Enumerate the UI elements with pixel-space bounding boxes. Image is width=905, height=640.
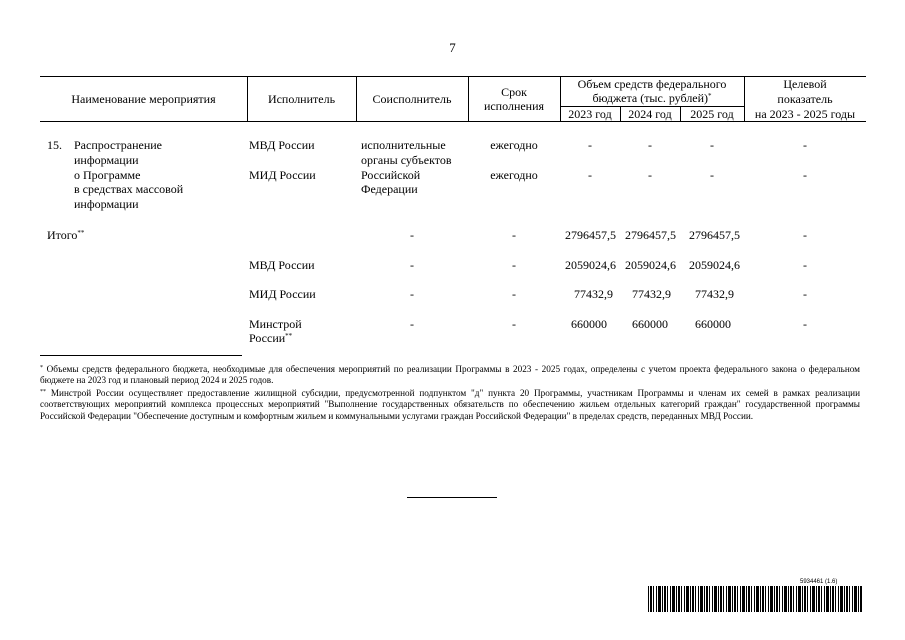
value-2024: - [648,138,652,152]
value-2025: 660000 [695,317,731,331]
value-2023: - [588,168,592,182]
footnote-ref: ** [285,332,293,340]
table-header-bottom-rule [40,121,866,122]
executor-cell-line2 [249,332,292,345]
value-2024: 2796457,5 [625,228,676,242]
barcode-number: 5934461 (1.6) [800,579,838,585]
header-target-line3: на 2023 - 2025 годы [754,107,856,121]
footnote-1 [40,364,860,387]
header-budget-line2-text: бюджета (тыс. рублей) [592,91,709,105]
coexecutor-line: Федерации [361,182,418,196]
executor-cell: МИД России [249,168,316,182]
executor-cell-line: Минстрой [249,317,302,331]
term-cell: - [512,228,516,242]
footnote-separator [40,355,242,356]
item-name-line: информации [74,153,139,167]
value-2023: 660000 [571,317,607,331]
value-2024: - [648,168,652,182]
coexecutor-cell: - [410,287,414,301]
total-label-text: Итого [47,228,78,242]
value-2023: 2796457,5 [565,228,616,242]
target-cell: - [803,287,807,301]
target-cell: - [803,317,807,331]
target-cell: - [803,138,807,152]
total-label [47,229,84,242]
item-name-line: о Программе [74,168,141,182]
value-2025: 2059024,6 [689,258,740,272]
item-name-line: в средствах массовой [74,182,184,196]
coexecutor-cell: - [410,317,414,331]
coexecutor-cell: - [410,258,414,272]
header-term-line1: Срок [501,85,527,99]
footnote-ref: ** [77,229,85,237]
header-name: Наименование мероприятия [71,92,216,106]
term-cell: ежегодно [490,138,538,152]
executor-cell: МВД России [249,258,315,272]
header-year-2024: 2024 год [628,107,672,121]
footnote-mark: * [40,365,43,371]
term-cell: ежегодно [490,168,538,182]
term-cell: - [512,287,516,301]
term-cell: - [512,317,516,331]
footnote-ref: * [708,92,712,100]
header-coexecutor: Соисполнитель [372,92,452,106]
target-cell: - [803,168,807,182]
item-name-line: Распространение [74,138,163,152]
header-budget-line1: Объем средств федерального [577,77,727,91]
barcode [648,586,863,612]
value-2023: 77432,9 [574,287,613,301]
value-2024: 77432,9 [632,287,671,301]
value-2025: - [710,138,714,152]
value-2023: 2059024,6 [565,258,616,272]
end-separator [407,497,497,498]
header-executor: Исполнитель [267,92,336,106]
page-number: 7 [449,40,456,55]
coexecutor-line: исполнительные [361,138,446,152]
executor-cell: МВД России [249,138,315,152]
footnote-1-text: Объемы средств федерального бюджета, необходимые для обеспечения мероприятий по реализации Программы в 2023 - 2025 годах, определены с учетом проекта федерального закона о федеральном бюджете на 2023 год и плановый период 2024 и 2025 годов. [40,364,860,386]
header-budget-line2 [560,92,744,105]
header-target-line2: показатель [777,92,833,106]
executor-cell-line2-text: России [249,331,286,345]
footnote-2-text: Минстрой России осуществляет предоставление жилищной субсидии, предусмотренной подпунктом "д" пункта 20 Программы, участникам Программы и членам их семей в рамках реализации соответствующих мероприятий комплекса процессных мероприятий "Выполнение государственных обязательств по обеспечению жильем отдельных категорий граждан" государственной программы Российской Федерации "Обеспечение доступным и комфортным жильем и коммунальными услугами граждан Российской Федерации" в пределах средств, переданных МВД России. [40,388,860,421]
value-2024: 2059024,6 [625,258,676,272]
item-number: 15. [47,138,62,152]
coexecutor-cell: - [410,228,414,242]
value-2025: 77432,9 [695,287,734,301]
footnote-2 [40,388,860,422]
coexecutor-line: Российской [361,168,421,182]
footnote-mark: ** [40,389,46,395]
coexecutor-line: органы субъектов [361,153,452,167]
table-header-top-rule [40,76,866,77]
header-year-2023: 2023 год [568,107,612,121]
item-name-line: информации [74,197,139,211]
target-cell: - [803,228,807,242]
value-2025: 2796457,5 [689,228,740,242]
header-target-line1: Целевой [783,77,827,91]
term-cell: - [512,258,516,272]
value-2023: - [588,138,592,152]
header-year-2025: 2025 год [690,107,734,121]
header-term-line2: исполнения [483,99,545,113]
target-cell: - [803,258,807,272]
executor-cell: МИД России [249,287,316,301]
value-2025: - [710,168,714,182]
value-2024: 660000 [632,317,668,331]
